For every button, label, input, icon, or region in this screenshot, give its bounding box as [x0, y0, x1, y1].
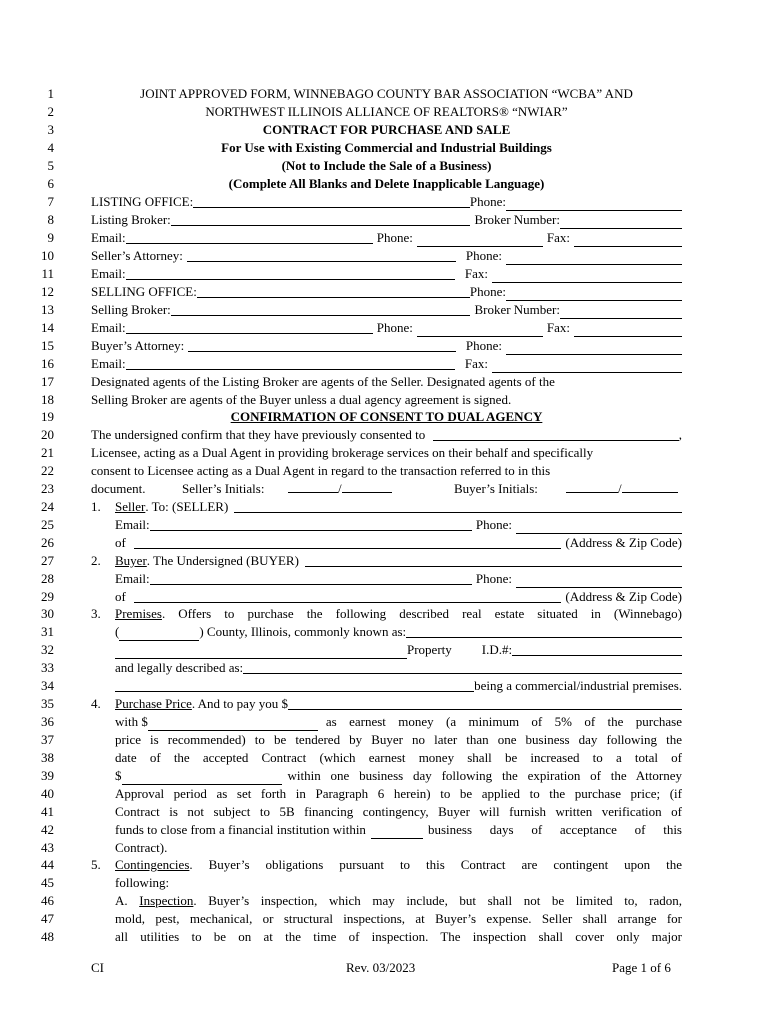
line-number: 44 — [41, 857, 54, 872]
agents-line-1 — [0, 373, 770, 391]
sellers-initials-field-1[interactable] — [288, 480, 338, 493]
agents-text-2: Selling Broker are agents of the Buyer unless a dual agency agreement is signed. — [91, 392, 512, 407]
footer-page-number: Page 1 of 6 — [612, 960, 671, 975]
purchase-price-line-4 — [0, 749, 770, 767]
line-number: 31 — [41, 624, 54, 639]
legal-description-line — [0, 659, 770, 677]
initials-line — [0, 480, 770, 498]
increased-dollar-sign: $ — [115, 768, 122, 783]
footer-revision: Rev. 03/2023 — [346, 960, 416, 975]
line-number: 16 — [41, 356, 54, 371]
purchase-price-line-3 — [0, 731, 770, 749]
legal-description-line-2 — [0, 677, 770, 695]
property-address-field[interactable] — [115, 646, 407, 659]
header-line-2 — [0, 103, 770, 121]
selling-office-phone-field[interactable] — [506, 288, 682, 301]
section-5-text-1: . Buyer’s obligations pursuant to this Contract are contingent upon the — [189, 857, 682, 872]
selling-email-phone-field[interactable] — [417, 324, 543, 337]
dual-agency-line-3 — [0, 462, 770, 480]
business-days-field[interactable] — [371, 826, 423, 839]
line-number: 29 — [41, 589, 54, 604]
listing-broker-number-label: Broker Number: — [474, 212, 560, 227]
line-number: 19 — [41, 409, 54, 424]
buyers-initials-slash: / — [618, 481, 622, 496]
line-number: 32 — [41, 642, 54, 657]
selling-broker-number-label: Broker Number: — [474, 302, 560, 317]
buyer-phone-field[interactable] — [516, 575, 682, 588]
buyers-attorney-line — [0, 337, 770, 355]
line-number: 43 — [41, 840, 54, 855]
listing-broker-number-field[interactable] — [560, 216, 682, 229]
dual-agency-text-2: Licensee, acting as a Dual Agent in providing brokerage services on their behalf and specifically — [91, 445, 594, 460]
line-number: 13 — [41, 302, 54, 317]
buyer-phone-label: Phone: — [475, 571, 512, 586]
section-1-number: 1. — [91, 499, 101, 514]
buyer-address-field[interactable] — [134, 590, 562, 603]
listing-office-label: LISTING OFFICE: — [91, 194, 194, 209]
sellers-attorney-email-line — [0, 265, 770, 283]
listing-email-phone-field[interactable] — [417, 234, 543, 247]
line-number: 2 — [47, 104, 54, 119]
line-number: 41 — [41, 804, 54, 819]
line-number: 36 — [41, 714, 54, 729]
seller-email-line — [0, 516, 770, 534]
header-line-4 — [0, 139, 770, 157]
listing-email-field[interactable] — [126, 231, 373, 244]
sellers-attorney-line — [0, 247, 770, 265]
buyers-attorney-email-label: Email: — [91, 356, 126, 371]
seller-email-label: Email: — [115, 517, 150, 532]
contingencies-line-2 — [0, 874, 770, 892]
line-number: 7 — [47, 194, 54, 209]
contract-subtitle-1: For Use with Existing Commercial and Industrial Buildings — [221, 140, 552, 155]
listing-broker-field[interactable] — [171, 213, 471, 226]
listing-email-phone-label: Phone: — [376, 230, 413, 245]
earnest-money-line — [0, 713, 770, 731]
buyer-address-label: (Address & Zip Code) — [565, 589, 682, 604]
line-number: 14 — [41, 320, 54, 335]
section-5-number: 5. — [91, 857, 101, 872]
earnest-with-label: with $ — [115, 714, 148, 729]
section-4-title: Purchase Price — [115, 696, 192, 711]
inspection-text-3: all utilities to be on at the time of inspection. The inspection shall cover only major — [115, 929, 682, 944]
sellers-attorney-fax-field[interactable] — [492, 270, 682, 283]
section-1-text: . To: (SELLER) — [145, 499, 229, 514]
buyers-attorney-label: Buyer’s Attorney: — [91, 338, 185, 353]
commercial-premises-text: being a commercial/industrial premises. — [474, 678, 682, 693]
line-number: 30 — [41, 606, 54, 621]
buyer-section-line — [0, 552, 770, 570]
buyers-attorney-phone-field[interactable] — [506, 342, 682, 355]
purchase-price-line-9 — [0, 839, 770, 857]
section-4-text-3: price is recommended) to be tendered by Buyer no later than one business day following the — [115, 732, 682, 747]
listing-office-phone-field[interactable] — [506, 198, 682, 211]
line-number: 23 — [41, 481, 54, 496]
sellers-attorney-field[interactable] — [187, 249, 456, 262]
dual-agency-comma: , — [678, 427, 682, 442]
selling-email-label: Email: — [91, 320, 126, 335]
sellers-attorney-email-label: Email: — [91, 266, 126, 281]
purchase-price-line — [0, 695, 770, 713]
buyers-attorney-field[interactable] — [188, 339, 456, 352]
inspection-text-2: mold, pest, mechanical, or structural inspections, at Buyer’s expense. Seller shall arrange for — [115, 911, 682, 926]
selling-email-field[interactable] — [126, 321, 373, 334]
selling-broker-line — [0, 301, 770, 319]
line-number: 47 — [41, 911, 54, 926]
pid-label: I.D.#: — [481, 642, 513, 657]
purchase-price-line-7 — [0, 803, 770, 821]
listing-office-field[interactable] — [193, 195, 470, 208]
section-4-text-4: date of the accepted Contract (which earnest money shall be increased to a total of — [115, 750, 682, 765]
pid-field[interactable] — [512, 643, 682, 656]
line-number: 39 — [41, 768, 54, 783]
county-field[interactable] — [119, 628, 199, 641]
buyers-initials-field-1[interactable] — [566, 480, 618, 493]
purchase-price-field[interactable] — [288, 697, 682, 710]
line-number: 9 — [47, 230, 54, 245]
dual-agency-heading: CONFIRMATION OF CONSENT TO DUAL AGENCY — [230, 409, 543, 424]
line-number: 37 — [41, 732, 54, 747]
line-number: 20 — [41, 427, 54, 442]
listing-email-line — [0, 229, 770, 247]
line-number: 25 — [41, 517, 54, 532]
header-line-5 — [0, 157, 770, 175]
header-title-line-1: JOINT APPROVED FORM, WINNEBAGO COUNTY BAR ASSOCIATION “WCBA” AND — [140, 86, 633, 101]
sellers-attorney-email-field[interactable] — [126, 267, 455, 280]
property-label: Property — [407, 642, 452, 657]
selling-email-line — [0, 319, 770, 337]
contract-subtitle-2: (Not to Include the Sale of a Business) — [281, 158, 492, 173]
line-number: 33 — [41, 660, 54, 675]
buyers-attorney-phone-label: Phone: — [465, 338, 502, 353]
inspection-prefix: A. — [115, 893, 140, 908]
section-4-text-8a: funds to close from a financial institution within — [115, 822, 366, 837]
line-number: 12 — [41, 284, 54, 299]
sellers-initials-slash: / — [338, 481, 342, 496]
commonly-known-as-field[interactable] — [406, 625, 682, 638]
sellers-attorney-phone-field[interactable] — [506, 252, 682, 265]
line-number: 17 — [41, 374, 54, 389]
county-text: ) County, Illinois, commonly known as: — [199, 624, 407, 639]
buyers-attorney-fax-field[interactable] — [492, 360, 682, 373]
dual-agency-text-3: consent to Licensee acting as a Dual Agent in regard to the transaction referred to in this — [91, 463, 551, 478]
header-line-6 — [0, 175, 770, 193]
line-number: 1 — [47, 86, 54, 101]
line-number: 40 — [41, 786, 54, 801]
selling-broker-number-field[interactable] — [560, 306, 682, 319]
line-number: 10 — [41, 248, 54, 263]
line-number: 45 — [41, 875, 54, 890]
listing-broker-line — [0, 211, 770, 229]
premises-county-line — [0, 623, 770, 641]
sellers-initials-field-2[interactable] — [342, 480, 392, 493]
page-footer — [0, 958, 770, 978]
dual-agency-line-2 — [0, 444, 770, 462]
listing-office-line — [0, 193, 770, 211]
section-4-text-8b: business days of acceptance of this — [427, 822, 682, 837]
legal-description-field-2[interactable] — [115, 679, 474, 692]
contract-subtitle-3: (Complete All Blanks and Delete Inapplicable Language) — [228, 176, 545, 191]
seller-address-label: (Address & Zip Code) — [565, 535, 682, 550]
buyer-email-label: Email: — [115, 571, 150, 586]
selling-broker-field[interactable] — [171, 303, 471, 316]
sellers-attorney-label: Seller’s Attorney: — [91, 248, 183, 263]
section-5-text-2: following: — [115, 875, 170, 890]
dual-agency-line-1 — [0, 426, 770, 444]
listing-email-label: Email: — [91, 230, 126, 245]
seller-section-line — [0, 498, 770, 516]
buyer-address-line — [0, 588, 770, 606]
dual-agency-heading-line — [0, 408, 770, 426]
line-number: 21 — [41, 445, 54, 460]
increased-earnest-field[interactable] — [122, 772, 282, 785]
section-3-title: Premises — [115, 606, 162, 621]
seller-address-field[interactable] — [134, 536, 562, 549]
earnest-money-field[interactable] — [148, 718, 318, 731]
buyer-of-label: of — [115, 589, 126, 604]
contingencies-line — [0, 856, 770, 874]
selling-broker-label: Selling Broker: — [91, 302, 171, 317]
buyers-initials-field-2[interactable] — [622, 480, 678, 493]
line-number: 38 — [41, 750, 54, 765]
section-4-text-1: . And to pay you $ — [191, 696, 288, 711]
purchase-price-line-6 — [0, 785, 770, 803]
seller-phone-label: Phone: — [475, 517, 512, 532]
selling-office-label: SELLING OFFICE: — [91, 284, 197, 299]
inspection-line-2 — [0, 910, 770, 928]
line-number: 26 — [41, 535, 54, 550]
document-word: document. — [91, 481, 146, 496]
premises-property-line — [0, 641, 770, 659]
line-number: 18 — [41, 392, 54, 407]
buyers-attorney-fax-label: Fax: — [464, 356, 488, 371]
line-number: 46 — [41, 893, 54, 908]
section-4-text-9: Contract). — [115, 840, 168, 855]
listing-fax-field[interactable] — [574, 234, 682, 247]
agents-text-1: Designated agents of the Listing Broker are agents of the Seller. Designated agents of the — [91, 374, 555, 389]
inspection-text-1: . Buyer’s inspection, which may include, but shall not be limited to, radon, — [193, 893, 682, 908]
section-4-text-5: within one business day following the expiration of the Attorney — [287, 768, 682, 783]
selling-office-phone-label: Phone: — [469, 284, 506, 299]
seller-phone-field[interactable] — [516, 521, 682, 534]
line-number: 34 — [41, 678, 54, 693]
header-title-line-2: NORTHWEST ILLINOIS ALLIANCE OF REALTORS® “NWIAR” — [205, 104, 568, 119]
line-number: 15 — [41, 338, 54, 353]
header-line-3 — [0, 121, 770, 139]
buyers-attorney-email-field[interactable] — [126, 357, 455, 370]
sellers-attorney-phone-label: Phone: — [465, 248, 502, 263]
section-3-number: 3. — [91, 606, 101, 621]
line-number: 5 — [47, 158, 54, 173]
premises-section-line — [0, 605, 770, 623]
selling-email-phone-label: Phone: — [376, 320, 413, 335]
selling-fax-label: Fax: — [546, 320, 570, 335]
inspection-line-1 — [0, 892, 770, 910]
dual-agent-licensee-field[interactable] — [433, 428, 678, 441]
contract-title: CONTRACT FOR PURCHASE AND SALE — [262, 122, 511, 137]
county-open-paren: ( — [115, 624, 120, 639]
selling-office-field[interactable] — [197, 285, 470, 298]
buyer-email-field[interactable] — [150, 572, 472, 585]
line-number: 24 — [41, 499, 54, 514]
line-number: 6 — [47, 176, 54, 191]
earnest-money-text: as earnest money (a minimum of 5% of the purchase — [325, 714, 682, 729]
section-1-title: Seller — [115, 499, 146, 514]
line-number: 8 — [47, 212, 54, 227]
purchase-price-line-8 — [0, 821, 770, 839]
buyer-email-line — [0, 570, 770, 588]
inspection-line-3 — [0, 928, 770, 946]
header-line-1 — [0, 85, 770, 103]
seller-of-label: of — [115, 535, 126, 550]
line-number: 27 — [41, 553, 54, 568]
inspection-title: Inspection — [139, 893, 194, 908]
legal-description-field[interactable] — [243, 661, 682, 674]
line-number: 42 — [41, 822, 54, 837]
seller-email-field[interactable] — [150, 518, 472, 531]
line-number: 22 — [41, 463, 54, 478]
seller-name-field[interactable] — [234, 500, 682, 513]
selling-office-line — [0, 283, 770, 301]
section-2-text: . The Undersigned (BUYER) — [146, 553, 299, 568]
listing-office-phone-label: Phone: — [469, 194, 506, 209]
line-number: 11 — [41, 266, 54, 281]
selling-fax-field[interactable] — [574, 324, 682, 337]
line-number: 35 — [41, 696, 54, 711]
purchase-price-line-5 — [0, 767, 770, 785]
section-2-number: 2. — [91, 553, 101, 568]
dual-agency-text-1: The undersigned confirm that they have previously consented to — [91, 427, 426, 442]
section-3-text-1: . Offers to purchase the following described real estate situated in (Winnebago) — [161, 606, 682, 621]
buyer-name-field[interactable] — [305, 554, 682, 567]
sellers-initials-label: Seller’s Initials: — [182, 481, 265, 496]
footer-form-code: CI — [91, 960, 104, 975]
section-2-title: Buyer — [115, 553, 147, 568]
sellers-attorney-fax-label: Fax: — [464, 266, 488, 281]
legal-description-label: and legally described as: — [115, 660, 244, 675]
listing-fax-label: Fax: — [546, 230, 570, 245]
section-4-text-6: Approval period as set forth in Paragraph 6 herein) to be applied to the purchase price; (if — [115, 786, 682, 801]
line-number: 3 — [47, 122, 54, 137]
line-number: 4 — [47, 140, 54, 155]
section-4-number: 4. — [91, 696, 101, 711]
line-number: 28 — [41, 571, 54, 586]
listing-broker-label: Listing Broker: — [91, 212, 171, 227]
line-number: 48 — [41, 929, 54, 944]
seller-address-line — [0, 534, 770, 552]
section-5-title: Contingencies — [115, 857, 190, 872]
section-4-text-7: Contract is not subject to 5B financing contingency, Buyer will furnish written verification of — [115, 804, 682, 819]
buyers-attorney-email-line — [0, 355, 770, 373]
buyers-initials-label: Buyer’s Initials: — [454, 481, 538, 496]
agents-line-2 — [0, 391, 770, 409]
